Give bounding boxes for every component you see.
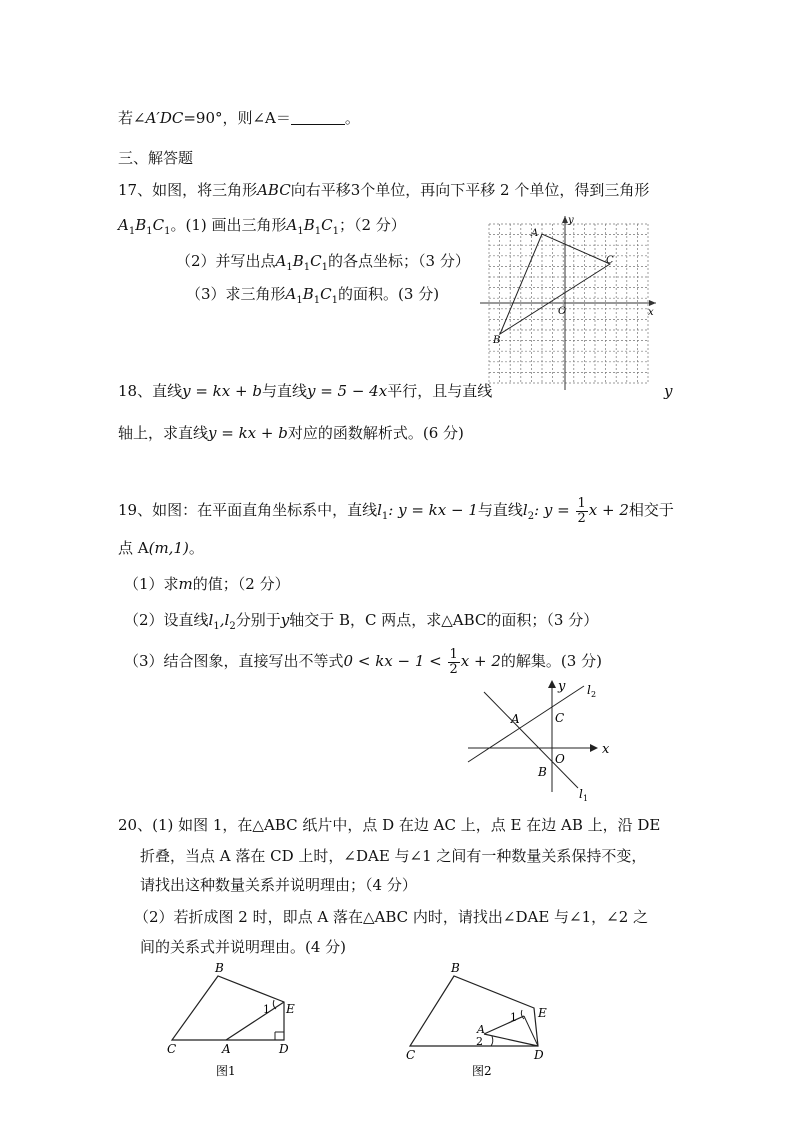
label-x: x	[648, 307, 654, 318]
label-angle-1: 1	[510, 1011, 517, 1024]
label-a: A	[531, 228, 539, 239]
q18-y-tail: y	[664, 382, 673, 400]
figure-1-caption: 图1	[216, 1064, 236, 1078]
q17-part3: （3）求三角形$A_1B_1C_1$的面积。(3 分)	[186, 285, 440, 306]
section-heading: 三、解答题	[118, 149, 194, 167]
label-angle-1: 1	[263, 1003, 270, 1016]
label-d: D	[279, 1042, 289, 1056]
label-e: E	[286, 1002, 295, 1016]
answer-blank[interactable]	[291, 110, 345, 125]
q20-line2: 折叠，当点 A 落在 CD 上时，∠DAE 与∠1 之间有一种数量关系保持不变，	[140, 847, 647, 865]
label-o: O	[558, 306, 567, 317]
q17-part2: （2）并写出点$A_1B_1C_1$的各点坐标；（3 分）	[176, 252, 470, 273]
label-l2-sub: 2	[591, 690, 597, 699]
label-y: y	[558, 679, 566, 694]
label-y: y	[568, 215, 574, 226]
quadrilateral-bcde	[410, 976, 538, 1046]
q20-line5: 间的关系式并说明理由。(4 分)	[140, 938, 347, 956]
label-b: B	[215, 961, 224, 975]
q19-line2: 点 A(m,1)。	[118, 539, 204, 557]
q18-line1: 18、直线y = kx + b与直线y = 5 − 4x平行，且与直线	[118, 382, 493, 400]
label-c: C	[555, 711, 565, 725]
grid-background	[480, 212, 660, 392]
label-a: A	[222, 1042, 231, 1056]
q20-figure-2	[400, 958, 560, 1083]
label-b: B	[451, 961, 460, 975]
q16-tail-line: 若∠A′DC=90°，则∠A＝ 。	[118, 109, 360, 127]
q19-part1: （1）求m的值；（2 分）	[124, 575, 290, 593]
q18-line2: 轴上，求直线y = kx + b对应的函数解析式。(6 分)	[118, 424, 464, 442]
label-l1-sub: 1	[583, 794, 589, 803]
label-x: x	[602, 742, 610, 757]
y-axis-arrow	[548, 680, 556, 688]
q17-line2: $A_1B_1C_1$。(1) 画出三角形$A_1B_1C_1$；（2 分）	[118, 216, 406, 237]
figure-2-caption: 图2	[472, 1064, 492, 1078]
label-l1: l	[579, 787, 583, 801]
q19-part2: （2）设直线$l_1,l_2$分别于y轴交于 B，C 两点，求△ABC的面积；（3 分）	[124, 611, 599, 632]
label-a: A	[511, 712, 520, 726]
label-d: D	[534, 1048, 544, 1062]
q17-line1: 17、如图，将三角形ABC向右平移3个单位，再向下平移 2 个单位，得到三角形	[118, 181, 650, 199]
q20-line4: （2）若折成图 2 时，即点 A 落在△ABC 内时，请找出∠DAE 与∠1，∠2 之	[134, 908, 649, 926]
fraction-one-half: $\frac{1}{2}$	[449, 646, 458, 677]
label-o: O	[555, 752, 565, 766]
q19-figure	[464, 672, 624, 806]
q20-figure-1	[160, 958, 310, 1083]
label-a: A	[477, 1023, 485, 1036]
label-b: B	[493, 335, 501, 346]
q20-line3: 请找出这种数量关系并说明理由；（4 分）	[140, 876, 417, 894]
line-l1	[484, 692, 578, 788]
label-b: B	[538, 765, 547, 779]
label-e: E	[538, 1006, 547, 1020]
q17-grid-figure	[480, 212, 660, 392]
line-l2	[468, 686, 584, 762]
q20-line1: 20、(1) 如图 1，在△ABC 纸片中，点 D 在边 AC 上，点 E 在边 AB 上，沿 DE	[118, 816, 661, 834]
fraction-one-half: $\frac{1}{2}$	[577, 495, 586, 526]
label-c: C	[606, 255, 614, 266]
angle-2-arc	[491, 1036, 493, 1046]
label-l2: l	[587, 683, 591, 697]
q19-part3: （3）结合图象，直接写出不等式0 < kx − 1 < $\frac{1}{2}$ x + 2的解集。(3 分)	[124, 646, 602, 677]
q19-line1: 19、如图：在平面直角坐标系中，直线$l_1$: y = kx − 1与直线$l_2$: y = $\frac{1}{2}$ x + 2相交于	[118, 495, 674, 526]
label-angle-2: 2	[476, 1035, 483, 1048]
segment-ae	[484, 1016, 524, 1034]
label-c: C	[406, 1048, 416, 1062]
x-axis-arrow	[590, 744, 598, 752]
label-c: C	[167, 1042, 177, 1056]
